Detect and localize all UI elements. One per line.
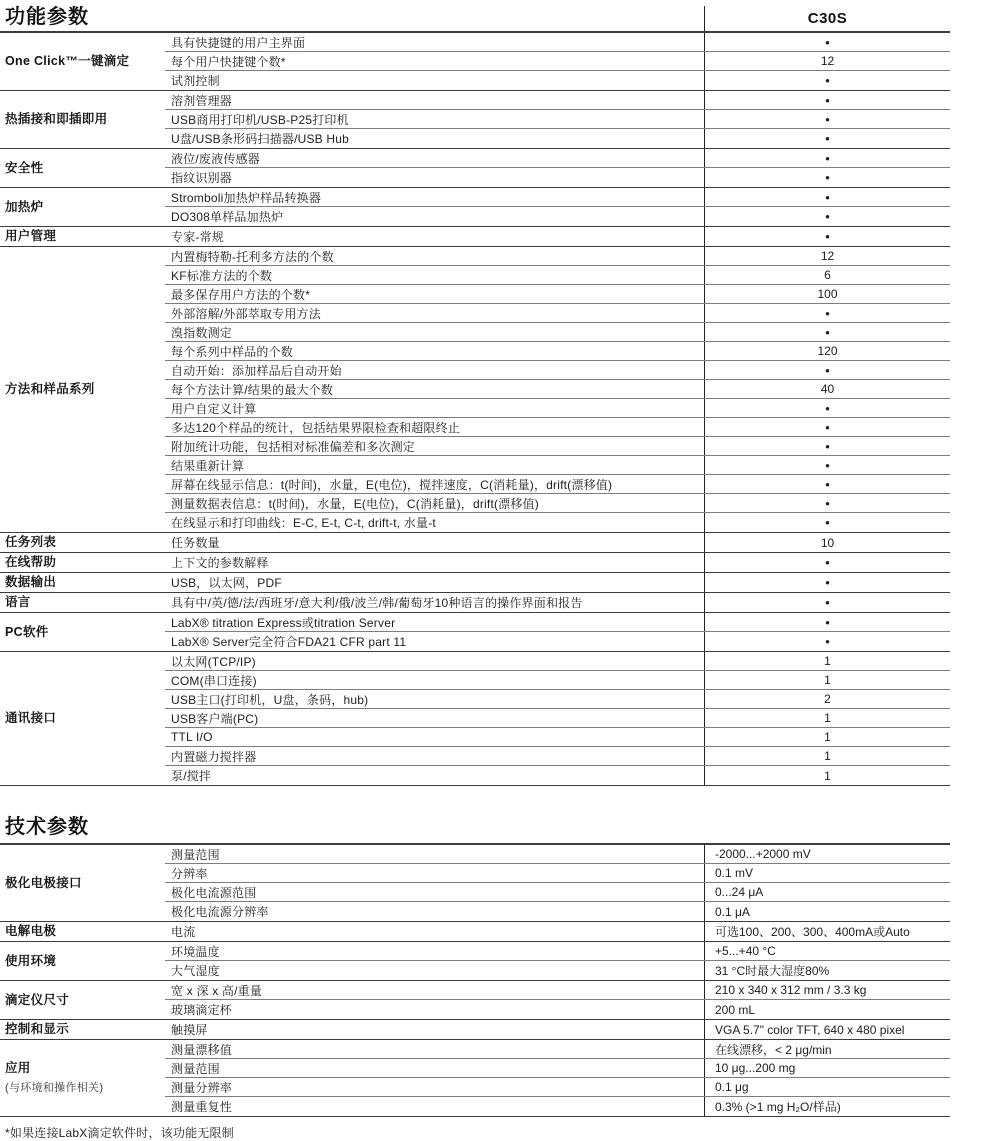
spec-value: 可选100、200、300、400mA或Auto bbox=[704, 922, 950, 941]
spec-value: 120 bbox=[704, 342, 950, 360]
spec-rows bbox=[165, 91, 950, 148]
spec-label: TTL I/O bbox=[171, 730, 213, 744]
spec-value: • bbox=[704, 593, 950, 612]
table-row bbox=[165, 285, 950, 304]
spec-label: USB主口(打印机，U盘，条码，hub) bbox=[171, 692, 369, 707]
spec-label: 分辨率 bbox=[171, 866, 208, 881]
technical-parameters-table bbox=[0, 845, 950, 1117]
spec-group bbox=[0, 613, 950, 652]
category-label: 任务列表 bbox=[5, 535, 57, 549]
table-row bbox=[165, 671, 950, 690]
spec-value: 1 bbox=[704, 709, 950, 727]
category-label: 方法和样品系列 bbox=[5, 382, 95, 396]
spec-value: 1 bbox=[704, 728, 950, 746]
spec-value: 0.1 μA bbox=[704, 902, 950, 921]
table-row bbox=[165, 418, 950, 437]
spec-rows bbox=[165, 247, 950, 532]
spec-label: 电流 bbox=[171, 925, 196, 939]
spec-label: 溶剂管理器 bbox=[171, 93, 233, 108]
spec-rows bbox=[165, 533, 950, 552]
spec-value: 1 bbox=[704, 652, 950, 670]
table-row bbox=[165, 188, 950, 207]
table-row bbox=[165, 922, 950, 941]
table-row bbox=[165, 1000, 950, 1019]
spec-group bbox=[0, 149, 950, 188]
spec-rows bbox=[165, 593, 950, 612]
spec-value: • bbox=[704, 323, 950, 341]
spec-label: 测量重复性 bbox=[171, 1100, 233, 1114]
spec-label: Stromboli加热炉样品转换器 bbox=[171, 190, 322, 205]
category-label: 在线帮助 bbox=[5, 555, 57, 569]
spec-value: • bbox=[704, 188, 950, 206]
table-row bbox=[165, 728, 950, 747]
spec-label: USB，以太网，PDF bbox=[171, 576, 282, 590]
spec-label: 极化电流源分辨率 bbox=[171, 905, 269, 919]
table-row bbox=[165, 533, 950, 552]
spec-label: 测量分辨率 bbox=[171, 1080, 233, 1095]
table-row bbox=[165, 632, 950, 651]
function-parameters-table bbox=[0, 33, 950, 786]
table-row bbox=[165, 168, 950, 187]
spec-label: 上下文的参数解释 bbox=[171, 556, 269, 570]
table-row bbox=[165, 342, 950, 361]
spec-label: 指纹识别器 bbox=[171, 171, 233, 185]
spec-value: 2 bbox=[704, 690, 950, 708]
table-row bbox=[165, 845, 950, 864]
table-row bbox=[165, 380, 950, 399]
table-row bbox=[165, 110, 950, 129]
table-row bbox=[165, 613, 950, 632]
spec-value: • bbox=[704, 304, 950, 322]
spec-value: -2000...+2000 mV bbox=[704, 845, 950, 863]
spec-label: 宽 x 深 x 高/重量 bbox=[171, 983, 263, 998]
spec-rows bbox=[165, 553, 950, 572]
spec-group bbox=[0, 188, 950, 227]
table-row bbox=[165, 1040, 950, 1059]
spec-label: 多达120个样品的统计，包括结果界限检查和超限终止 bbox=[171, 420, 461, 435]
spec-value: 1 bbox=[704, 671, 950, 689]
spec-label: 内置梅特勒-托利多方法的个数 bbox=[171, 249, 334, 264]
table-row bbox=[165, 1059, 950, 1078]
spec-group bbox=[0, 247, 950, 533]
category-cell bbox=[0, 573, 165, 592]
table-row bbox=[165, 207, 950, 226]
spec-label: 试剂控制 bbox=[171, 74, 220, 88]
spec-value: • bbox=[704, 494, 950, 512]
category-cell bbox=[0, 33, 165, 90]
table-row bbox=[165, 323, 950, 342]
spec-label: 结果重新计算 bbox=[171, 458, 245, 473]
spec-label: USB商用打印机/USB-P25打印机 bbox=[171, 112, 349, 127]
category-label: 通讯接口 bbox=[5, 711, 57, 725]
table-row bbox=[165, 129, 950, 148]
spec-label: 专家-常规 bbox=[171, 230, 224, 244]
spec-rows bbox=[165, 33, 950, 90]
spec-label: 测量数据表信息：t(时间)，水量，E(电位)，C(消耗量)，drift(漂移值) bbox=[171, 496, 539, 511]
spec-value: 0.3% (>1 mg H₂O/样品) bbox=[704, 1097, 950, 1116]
table-row bbox=[165, 690, 950, 709]
spec-value: • bbox=[704, 632, 950, 651]
category-label: 数据输出 bbox=[5, 575, 57, 589]
spec-value: VGA 5.7" color TFT, 640 x 480 pixel bbox=[704, 1020, 950, 1039]
spec-value: • bbox=[704, 456, 950, 474]
category-cell bbox=[0, 149, 165, 187]
spec-value: • bbox=[704, 207, 950, 226]
category-label: 使用环境 bbox=[5, 953, 57, 968]
spec-group bbox=[0, 652, 950, 786]
spec-label: KF标准方法的个数 bbox=[171, 268, 273, 283]
table-row bbox=[165, 1020, 950, 1039]
spec-label: 测量漂移值 bbox=[171, 1042, 233, 1057]
table-row bbox=[165, 149, 950, 168]
spec-rows bbox=[165, 845, 950, 921]
table-row bbox=[165, 573, 950, 592]
category-sublabel: (与环境和操作相关) bbox=[5, 1082, 104, 1094]
spec-rows bbox=[165, 652, 950, 785]
spec-label: LabX® Server完全符合FDA21 CFR part 11 bbox=[171, 635, 407, 649]
category-label: 极化电极接口 bbox=[5, 875, 82, 890]
spec-value: 10 bbox=[704, 533, 950, 552]
spec-label: 测量范围 bbox=[171, 1061, 220, 1076]
table-row bbox=[165, 304, 950, 323]
spec-label: 外部溶解/外部萃取专用方法 bbox=[171, 306, 321, 321]
spec-label: 自动开始：添加样品后自动开始 bbox=[171, 363, 342, 378]
category-cell bbox=[0, 553, 165, 572]
table-row bbox=[165, 1078, 950, 1097]
spec-value: • bbox=[704, 149, 950, 167]
category-cell bbox=[0, 188, 165, 226]
spec-label: COM(串口连接) bbox=[171, 673, 257, 688]
spec-value: • bbox=[704, 129, 950, 148]
spec-group bbox=[0, 91, 950, 149]
category-cell bbox=[0, 227, 165, 246]
spec-label: 以太网(TCP/IP) bbox=[171, 654, 256, 669]
category-cell bbox=[0, 1040, 165, 1116]
category-cell bbox=[0, 922, 165, 941]
spec-label: 每个用户快捷键个数* bbox=[171, 54, 286, 69]
spec-label: 任务数量 bbox=[171, 536, 220, 550]
spec-value: • bbox=[704, 418, 950, 436]
technical-table-header bbox=[0, 800, 950, 845]
spec-rows bbox=[165, 981, 950, 1019]
spec-rows bbox=[165, 942, 950, 980]
spec-label: 最多保存用户方法的个数* bbox=[171, 287, 311, 302]
table-row bbox=[165, 709, 950, 728]
category-cell bbox=[0, 845, 165, 921]
spec-value: • bbox=[704, 437, 950, 455]
spec-value: 12 bbox=[704, 247, 950, 265]
category-cell bbox=[0, 533, 165, 552]
function-table-header bbox=[0, 0, 950, 33]
category-cell bbox=[0, 593, 165, 612]
category-label: 电解电极 bbox=[5, 924, 57, 938]
spec-value: • bbox=[704, 91, 950, 109]
spec-label: 附加统计功能，包括相对标准偏差和多次测定 bbox=[171, 439, 416, 454]
spec-value: • bbox=[704, 399, 950, 417]
spec-rows bbox=[165, 227, 950, 246]
spec-label: 触摸屏 bbox=[171, 1023, 208, 1037]
category-cell bbox=[0, 91, 165, 148]
spec-group bbox=[0, 981, 950, 1020]
table-row bbox=[165, 747, 950, 766]
spec-rows bbox=[165, 922, 950, 941]
table-row bbox=[165, 766, 950, 785]
table-row bbox=[165, 475, 950, 494]
category-label: 滴定仪尺寸 bbox=[5, 992, 70, 1007]
table-row bbox=[165, 227, 950, 246]
spec-value: 100 bbox=[704, 285, 950, 303]
spec-value: • bbox=[704, 553, 950, 572]
technical-parameters-section bbox=[0, 800, 950, 1117]
spec-rows bbox=[165, 1040, 950, 1116]
table-row bbox=[165, 553, 950, 572]
table-row bbox=[165, 981, 950, 1000]
spec-rows bbox=[165, 1020, 950, 1039]
column-header-c30s: C30S bbox=[704, 6, 950, 31]
spec-group bbox=[0, 1020, 950, 1040]
spec-group bbox=[0, 533, 950, 553]
category-cell bbox=[0, 981, 165, 1019]
spec-value: +5...+40 °C bbox=[704, 942, 950, 960]
category-cell bbox=[0, 652, 165, 785]
spec-value: 0.1 μg bbox=[704, 1078, 950, 1096]
spec-group bbox=[0, 845, 950, 922]
spec-group bbox=[0, 573, 950, 593]
spec-label: 用户自定义计算 bbox=[171, 401, 257, 416]
category-cell bbox=[0, 247, 165, 532]
category-label: 语言 bbox=[5, 595, 31, 609]
spec-rows bbox=[165, 613, 950, 651]
spec-value: • bbox=[704, 573, 950, 592]
table-row bbox=[165, 883, 950, 902]
table-row bbox=[165, 33, 950, 52]
spec-value: 1 bbox=[704, 766, 950, 785]
table-row bbox=[165, 961, 950, 980]
category-cell bbox=[0, 613, 165, 651]
spec-value: • bbox=[704, 71, 950, 90]
category-label: 加热炉 bbox=[5, 199, 44, 214]
spec-group bbox=[0, 922, 950, 942]
category-label: PC软件 bbox=[5, 624, 49, 639]
spec-value: • bbox=[704, 361, 950, 379]
table-row bbox=[165, 91, 950, 110]
spec-value: 12 bbox=[704, 52, 950, 70]
spec-value: 200 mL bbox=[704, 1000, 950, 1019]
category-label: One Click™一键滴定 bbox=[5, 54, 130, 68]
spec-label: 大气湿度 bbox=[171, 964, 220, 978]
spec-label: 具有中/英/德/法/西班牙/意大利/俄/波兰/韩/葡萄牙10种语言的操作界面和报告 bbox=[171, 596, 583, 610]
table-row bbox=[165, 247, 950, 266]
category-label: 用户管理 bbox=[5, 229, 57, 243]
table-row bbox=[165, 494, 950, 513]
spec-value: • bbox=[704, 110, 950, 128]
spec-value: • bbox=[704, 513, 950, 532]
spec-label: 溴指数测定 bbox=[171, 325, 233, 340]
spec-label: 极化电流源范围 bbox=[171, 885, 257, 900]
table-row bbox=[165, 437, 950, 456]
table-row bbox=[165, 864, 950, 883]
spec-group bbox=[0, 33, 950, 91]
spec-label: 测量范围 bbox=[171, 847, 220, 862]
spec-value: 10 μg...200 mg bbox=[704, 1059, 950, 1077]
spec-value: 6 bbox=[704, 266, 950, 284]
spec-label: DO308单样品加热炉 bbox=[171, 210, 284, 224]
category-label: 控制和显示 bbox=[5, 1022, 70, 1036]
spec-value: 1 bbox=[704, 747, 950, 765]
table-row bbox=[165, 902, 950, 921]
spec-group bbox=[0, 942, 950, 981]
spec-value: • bbox=[704, 33, 950, 51]
spec-value: • bbox=[704, 475, 950, 493]
spec-rows bbox=[165, 149, 950, 187]
spec-group bbox=[0, 1040, 950, 1117]
category-label: 安全性 bbox=[5, 160, 44, 175]
spec-label: USB客户端(PC) bbox=[171, 711, 259, 726]
table-row bbox=[165, 361, 950, 380]
spec-label: 每个方法计算/结果的最大个数 bbox=[171, 382, 334, 397]
spec-label: 液位/废液传感器 bbox=[171, 151, 260, 166]
spec-label: 环境温度 bbox=[171, 944, 220, 959]
spec-group bbox=[0, 553, 950, 573]
section-title-technical: 技术参数 bbox=[5, 816, 89, 838]
spec-label: U盘/USB条形码扫描器/USB Hub bbox=[171, 132, 350, 146]
spec-label: 在线显示和打印曲线：E-C, E-t, C-t, drift-t, 水量-t bbox=[171, 516, 436, 530]
footnote: *如果连接LabX滴定软件时，该功能无限制 bbox=[5, 1126, 234, 1140]
spec-label: 每个系列中样品的个数 bbox=[171, 344, 294, 359]
category-label: 热插接和即插即用 bbox=[5, 112, 108, 126]
table-row bbox=[165, 71, 950, 90]
spec-value: 40 bbox=[704, 380, 950, 398]
table-row bbox=[165, 456, 950, 475]
table-row bbox=[165, 593, 950, 612]
spec-group bbox=[0, 227, 950, 247]
category-cell bbox=[0, 1020, 165, 1039]
spec-value: 0.1 mV bbox=[704, 864, 950, 882]
table-row bbox=[165, 942, 950, 961]
category-label: 应用 bbox=[5, 1061, 31, 1075]
table-row bbox=[165, 266, 950, 285]
spec-value: 31 °C时最大湿度80% bbox=[704, 961, 950, 980]
table-row bbox=[165, 652, 950, 671]
table-row bbox=[165, 1097, 950, 1116]
spec-label: LabX® titration Express或titration Server bbox=[171, 615, 396, 630]
spec-rows bbox=[165, 188, 950, 226]
table-row bbox=[165, 513, 950, 532]
category-cell bbox=[0, 942, 165, 980]
spec-label: 玻璃滴定杯 bbox=[171, 1003, 233, 1017]
spec-value: • bbox=[704, 613, 950, 631]
spec-value: 0...24 μA bbox=[704, 883, 950, 901]
spec-value: 在线漂移，< 2 μg/min bbox=[704, 1040, 950, 1058]
spec-value: • bbox=[704, 227, 950, 246]
spec-group bbox=[0, 593, 950, 613]
spec-value: • bbox=[704, 168, 950, 187]
spec-label: 泵/搅拌 bbox=[171, 769, 212, 783]
spec-value: 210 x 340 x 312 mm / 3.3 kg bbox=[704, 981, 950, 999]
spec-label: 内置磁力搅拌器 bbox=[171, 749, 257, 764]
spec-label: 具有快捷键的用户主界面 bbox=[171, 35, 306, 50]
table-row bbox=[165, 52, 950, 71]
table-row bbox=[165, 399, 950, 418]
spec-label: 屏幕在线显示信息：t(时间)，水量，E(电位)，搅拌速度，C(消耗量)，drift(漂移值) bbox=[171, 477, 613, 492]
spec-rows bbox=[165, 573, 950, 592]
section-title-function: 功能参数 bbox=[5, 6, 89, 28]
